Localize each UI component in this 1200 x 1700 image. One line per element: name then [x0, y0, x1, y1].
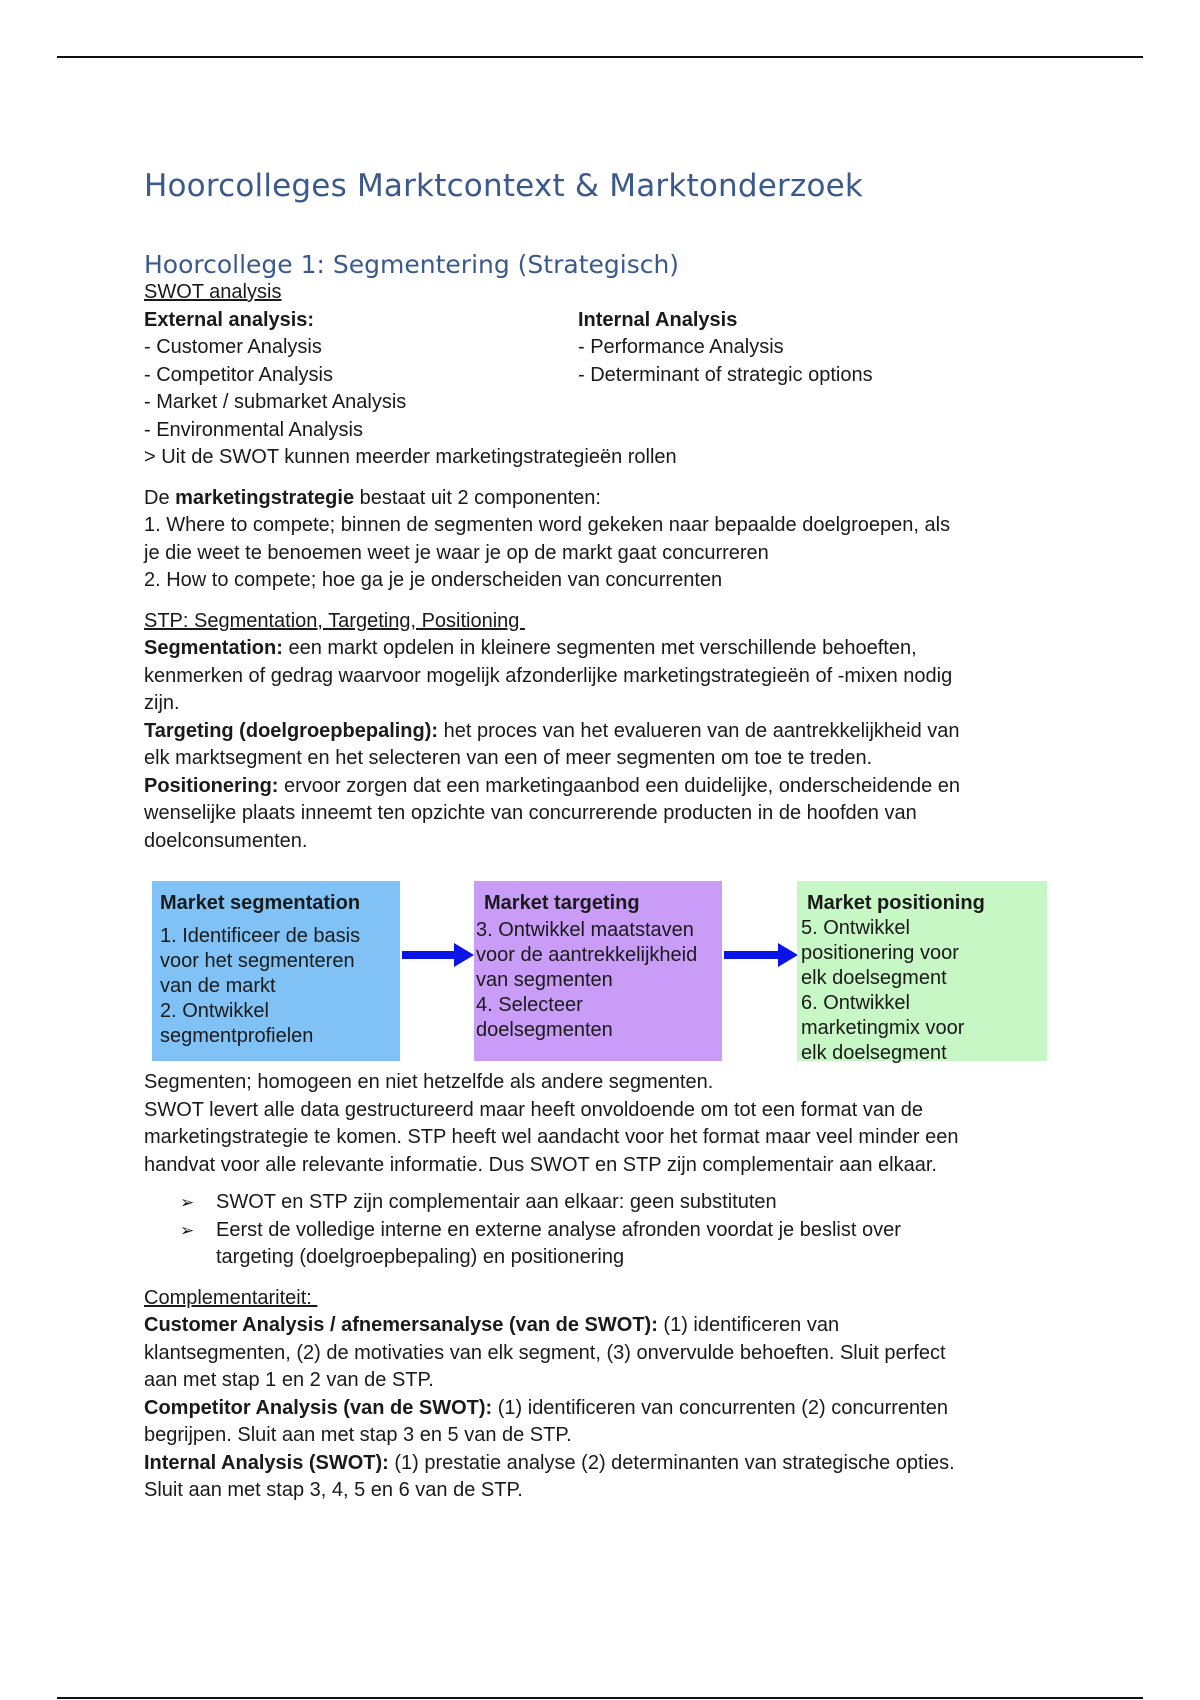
targeting-text: het proces van het evalueren van de aantrekkelijkheid van [438, 719, 960, 742]
internal-item: - Determinant of strategic options [578, 363, 873, 386]
market-targeting-box [474, 881, 722, 1061]
bullet-item [180, 1217, 1064, 1272]
box-line: 6. Ontwikkel [801, 992, 910, 1014]
box-line: 3. Ontwikkel maatstaven [476, 919, 694, 941]
targeting-definition-cont: elk marktsegment en het selecteren van een of meer segmenten om toe te treden. [144, 747, 873, 769]
box-line: van de markt [160, 975, 276, 997]
positioning-definition [144, 773, 1064, 801]
positioning-definition-cont: doelconsumenten. [144, 829, 308, 852]
box-line: van segmenten [476, 969, 613, 991]
strategy-term: marketingstrategie [175, 486, 355, 509]
external-item: - Customer Analysis [144, 336, 322, 358]
document-title: Hoorcolleges Marktcontext & Marktonderzoek [144, 168, 864, 204]
internal-analysis-term: Internal Analysis (SWOT): [144, 1451, 389, 1474]
after-diagram-text: handvat voor alle relevante informatie. Dus SWOT en STP zijn complementair aan elkaar. [144, 1153, 937, 1176]
internal-analysis-line: (1) prestatie analyse (2) determinanten van strategische opties. [388, 1451, 955, 1474]
segmentation-term: Segmentation: [144, 637, 283, 659]
internal-analysis-column [578, 307, 1038, 445]
external-heading: External analysis: [144, 308, 315, 331]
internal-analysis-text [144, 1450, 1064, 1478]
box-line: elk doelsegment [801, 967, 947, 989]
customer-analysis-cont: aan met stap 1 en 2 van de STP. [144, 1369, 434, 1391]
swot-label: SWOT analysis [144, 281, 282, 303]
segmentation-definition [144, 635, 1064, 663]
customer-analysis-term: Customer Analysis / afnemersanalyse (van de SWOT): [144, 1314, 658, 1336]
positioning-term: Positionering: [144, 774, 279, 797]
box-line: 4. Selecteer [476, 994, 583, 1016]
segmentation-definition-cont: kenmerken of gedrag waarvoor mogelijk afzonderlijke marketingstrategieën of -mixen nodig [144, 664, 953, 687]
external-item: - Environmental Analysis [144, 418, 363, 441]
external-analysis-column [144, 307, 578, 445]
customer-analysis-line: (1) identificeren van [657, 1314, 840, 1336]
box-line: segmentprofielen [160, 1025, 314, 1047]
footer-rule [57, 1697, 1143, 1699]
header-rule [57, 56, 1143, 58]
customer-analysis-text [144, 1312, 1064, 1340]
document-body [144, 160, 1064, 1505]
box-title: Market segmentation [160, 892, 361, 914]
segmentation-definition-cont: zijn. [144, 692, 180, 714]
arrowhead-bullet-icon: ➢ [180, 1220, 195, 1240]
segmentation-text: een markt opdelen in kleinere segmenten met verschillende behoeften, [282, 637, 917, 659]
arrowhead-bullet-icon: ➢ [180, 1193, 195, 1212]
box-title: Market targeting [484, 892, 640, 914]
arrow-right-icon [724, 943, 798, 967]
box-line: positionering voor [801, 942, 959, 964]
complement-label: Complementariteit: [144, 1286, 318, 1309]
strategy-point-1: 1. Where to compete; binnen de segmenten word gekeken naar bepaalde doelgroepen, als [144, 514, 951, 536]
internal-analysis-cont: Sluit aan met stap 3, 4, 5 en 6 van de STP. [144, 1479, 523, 1501]
bullet-text: SWOT en STP zijn complementair aan elkaar: geen substituten [216, 1191, 777, 1213]
bullet-item [180, 1189, 1064, 1217]
box-line: elk doelsegment [801, 1042, 947, 1064]
box-title: Market positioning [807, 892, 985, 914]
competitor-analysis-line: (1) identificeren van concurrenten (2) concurrenten [492, 1396, 948, 1419]
strategy-intro-post: bestaat uit 2 componenten: [354, 486, 601, 509]
market-segmentation-box [152, 881, 400, 1061]
box-line: 2. Ontwikkel [160, 1000, 269, 1022]
box-line: marketingmix voor [801, 1017, 965, 1039]
arrow-right-icon [402, 943, 474, 967]
swot-columns [144, 307, 1064, 445]
strategy-point-1-cont: je die weet te benoemen weet je waar je op de markt gaat concurreren [144, 541, 769, 564]
stp-diagram [152, 881, 1056, 1081]
external-item: - Competitor Analysis [144, 363, 333, 386]
box-line: doelsegmenten [476, 1019, 613, 1041]
internal-heading: Internal Analysis [578, 308, 738, 331]
after-diagram-text: marketingstrategie te komen. STP heeft wel aandacht voor het format maar veel minder een [144, 1126, 959, 1148]
box-line: voor de aantrekkelijkheid [476, 944, 698, 966]
positioning-definition-cont: wenselijke plaats inneemt ten opzichte van concurrerende producten in de hoofden van [144, 802, 917, 824]
box-line: voor het segmenteren [160, 950, 355, 972]
internal-item: - Performance Analysis [578, 336, 784, 358]
bullet-list [180, 1189, 1064, 1272]
after-diagram-text: Segmenten; homogeen en niet hetzelfde als andere segmenten. [144, 1071, 714, 1093]
targeting-definition [144, 718, 1064, 746]
positioning-text: ervoor zorgen dat een marketingaanbod een duidelijke, onderscheidende en [278, 774, 961, 797]
bullet-text: Eerst de volledige interne en externe analyse afronden voordat je beslist over [216, 1218, 901, 1241]
targeting-term: Targeting (doelgroepbepaling): [144, 719, 439, 742]
bullet-text-cont: targeting (doelgroepbepaling) en positionering [216, 1246, 625, 1268]
box-line: 1. Identificeer de basis [160, 925, 361, 947]
strategy-intro-pre: De [144, 486, 176, 509]
competitor-analysis-term: Competitor Analysis (van de SWOT): [144, 1396, 493, 1419]
competitor-analysis-cont: begrijpen. Sluit aan met stap 3 en 5 van de STP. [144, 1424, 572, 1446]
market-positioning-box [797, 881, 1047, 1064]
competitor-analysis-text [144, 1395, 1064, 1423]
strategy-intro [144, 485, 1064, 513]
swot-conclusion: > Uit de SWOT kunnen meerder marketingstrategieën rollen [144, 446, 677, 468]
stp-label: STP: Segmentation, Targeting, Positioning [144, 609, 525, 632]
strategy-point-2: 2. How to compete; hoe ga je je onderscheiden van concurrenten [144, 569, 723, 591]
customer-analysis-cont: klantsegmenten, (2) de motivaties van elk segment, (3) onvervulde behoeften. Sluit perfect [144, 1341, 946, 1364]
after-diagram-text: SWOT levert alle data gestructureerd maar heeft onvoldoende om tot een format van de [144, 1098, 923, 1121]
external-item: - Market / submarket Analysis [144, 391, 407, 413]
box-line: 5. Ontwikkel [801, 917, 910, 939]
lecture-heading: Hoorcollege 1: Segmentering (Strategisch) [144, 250, 680, 279]
